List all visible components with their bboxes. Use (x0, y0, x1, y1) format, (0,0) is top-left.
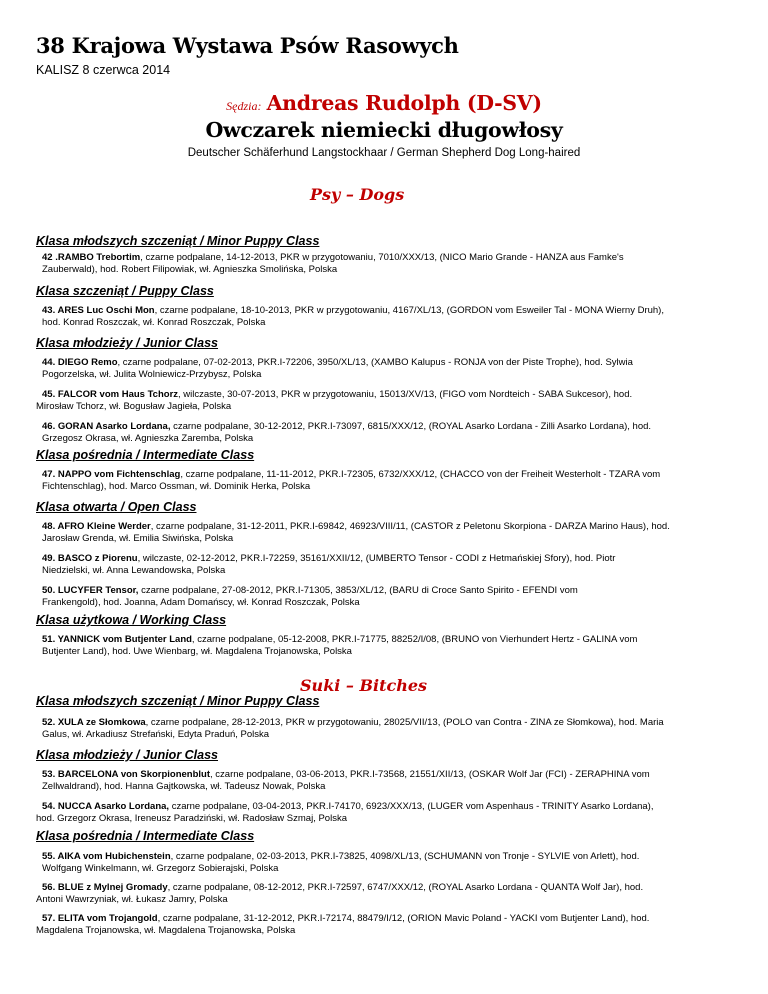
entry-46 (36, 421, 736, 445)
breed-title: Owczarek niemiecki długowłosy (205, 118, 563, 142)
entry-54 (36, 801, 736, 825)
class-heading: Klasa młodzieży / Junior Class (36, 748, 219, 762)
judge-line (0, 91, 768, 115)
entry-line: 56. BLUE z Mylnej Gromady, czarne podpalane, 08-12-2012, PKR.I-72597, 6747/XXX/12, (ROYAL Asarko Lordana - QUANTA Wolf Jar), hod. (42, 882, 644, 893)
dog-name: 45. FALCOR vom Haus Tchorz (42, 389, 179, 400)
entry-line: Butjenter Land), hod. Uwe Wienbarg, wł. Magdalena Trojanowska, Polska (42, 646, 352, 657)
entry-line: Antoni Wawrzyniak, wł. Łukasz Jamry, Polska (36, 894, 228, 905)
entry-line: hod. Grzegorz Okrasa, Ireneusz Paradziński, wł. Radosław Szmaj, Polska (36, 813, 347, 824)
entry-line: Fichtenschlag), hod. Marco Ossman, wł. Dominik Herka, Polska (42, 481, 311, 492)
dog-name: 52. XULA ze Słomkowa (42, 717, 146, 728)
entry-line: 53. BARCELONA von Skorpionenblut, czarne podpalane, 03-06-2013, PKR.I-73568, 21551/XII/13, (OSKAR Wolf Jar (FCI) - ZERAPHINA vom (42, 769, 650, 780)
entry-56 (36, 882, 736, 906)
dog-name: 48. AFRO Kleine Werder (42, 521, 151, 532)
dog-name: 50. LUCYFER Tensor, (42, 585, 139, 596)
entry-line: 57. ELITA vom Trojangold, czarne podpalane, 31-12-2012, PKR.I-72174, 88479/I/12, (ORION Mavic Poland - YACKI vom Butjenter Land), hod. (42, 913, 650, 924)
entry-line: Zauberwald), hod. Robert Filipowiak, wł. Agnieszka Smolińska, Polska (42, 264, 338, 275)
entry-line: 42 .RAMBO Trebortim, czarne podpalane, 14-12-2013, PKR w przygotowaniu, 7010/XXX/13, (NICO Mario Grande - HANZA aus Famke's (42, 252, 624, 263)
class-heading: Klasa otwarta / Open Class (36, 500, 197, 514)
entry-line: hod. Konrad Roszczak, wł. Konrad Roszczak, Polska (42, 317, 266, 328)
judge-label: Sędzia: (226, 99, 262, 113)
entry-line: 55. AIKA vom Hubichenstein, czarne podpalane, 02-03-2013, PKR.I-73825, 4098/XL/13, (SCHUMANN von Tronje - SYLVIE von Arlett), hod. (42, 851, 640, 862)
entry-line: 48. AFRO Kleine Werder, czarne podpalane, 31-12-2011, PKR.I-69842, 46923/VIII/11, (CASTOR z Peletonu Skorpiona - DARZA Marino Haus), hod. (42, 521, 670, 532)
entry-47 (36, 469, 736, 493)
dog-name: 42 .RAMBO Trebortim (42, 252, 141, 263)
dog-name: 47. NAPPO vom Fichtenschlag (42, 469, 181, 480)
entry-line: Niedzielski, wł. Anna Lewandowska, Polska (42, 565, 226, 576)
entry-line: 47. NAPPO vom Fichtenschlag, czarne podpalane, 11-11-2012, PKR.I-72305, 6732/XXX/12, (CHACCO von der Freiheit Westerholt - TZARA vom (42, 469, 661, 480)
entry-line: Mirosław Tchorz, wł. Bogusław Jagieła, Polska (36, 401, 232, 412)
entry-line: 52. XULA ze Słomkowa, czarne podpalane, 28-12-2013, PKR w przygotowaniu, 28025/VII/13, (POLO van Contra - ZINA ze Słomkowa), hod. Maria (42, 717, 664, 728)
entry-line: Magdalena Trojanowska, wł. Magdalena Trojanowska, Polska (36, 925, 296, 936)
entry-53 (36, 769, 736, 793)
class-heading: Klasa młodzieży / Junior Class (36, 336, 219, 350)
class-heading: Klasa pośrednia / Intermediate Class (36, 448, 255, 462)
event-location-date: KALISZ 8 czerwca 2014 (36, 63, 171, 77)
entry-57 (36, 913, 736, 937)
class-heading: Klasa młodszych szczeniąt / Minor Puppy Class (36, 694, 320, 708)
entry-52 (36, 717, 736, 741)
class-heading: Klasa użytkowa / Working Class (36, 613, 227, 627)
entry-44 (36, 357, 736, 381)
entry-line: Wolfgang Winkelmann, wł. Grzegorz Sobierajski, Polska (42, 863, 279, 874)
class-heading: Klasa szczeniąt / Puppy Class (36, 284, 214, 298)
entry-line: Galus, wł. Arkadiusz Strefański, Edyta Praduń, Polska (42, 729, 270, 740)
entry-line: Frankengold), hod. Joanna, Adam Domańscy, wł. Konrad Roszczak, Polska (42, 597, 360, 608)
page-title: 38 Krajowa Wystawa Psów Rasowych (36, 33, 459, 58)
entry-line: Zellwaldrand), hod. Hanna Gajtkowska, wł. Tadeusz Nowak, Polska (42, 781, 326, 792)
class-heading: Klasa pośrednia / Intermediate Class (36, 829, 255, 843)
entry-line: Grzegosz Okrasa, wł. Agnieszka Zaremba, Polska (42, 433, 254, 444)
dog-name: 57. ELITA vom Trojangold (42, 913, 158, 924)
entry-42 (36, 252, 736, 276)
entry-48 (36, 521, 736, 545)
entry-line: 50. LUCYFER Tensor, czarne podpalane, 27-08-2012, PKR.I-71305, 3853/XL/12, (BARU di Croce Santo Spirito - EFENDI vom (42, 585, 578, 596)
entry-line: Jarosław Grenda, wł. Emilia Siwińska, Polska (42, 533, 234, 544)
dog-name: 54. NUCCA Asarko Lordana, (42, 801, 170, 812)
entry-55 (36, 851, 736, 875)
dog-name: 43. ARES Luc Oschi Mon (42, 305, 155, 316)
entry-line: 54. NUCCA Asarko Lordana, czarne podpalane, 03-04-2013, PKR.I-74170, 6923/XXX/13, (LUGER vom Aspenhaus - TRINITY Asarko Lordana), (42, 801, 654, 812)
class-heading: Klasa młodszych szczeniąt / Minor Puppy Class (36, 234, 320, 248)
dog-name: 55. AIKA vom Hubichenstein (42, 851, 171, 862)
entry-51 (36, 634, 736, 658)
entry-line: Pogorzelska, wł. Julita Wolniewicz-Przybysz, Polska (42, 369, 262, 380)
dog-name: 53. BARCELONA von Skorpionenblut (42, 769, 211, 780)
entry-line: 43. ARES Luc Oschi Mon, czarne podpalane, 18-10-2013, PKR w przygotowaniu, 4167/XL/13, (GORDON vom Esweiler Tal - MONA Wierny Druh), (42, 305, 664, 316)
dog-name: 46. GORAN Asarko Lordana, (42, 421, 171, 432)
entry-line: 46. GORAN Asarko Lordana, czarne podpalane, 30-12-2012, PKR.I-73097, 6815/XXX/12, (ROYAL Asarko Lordana - Zilli Asarko Lordana), hod. (42, 421, 652, 432)
entry-49 (36, 553, 736, 577)
entry-50 (36, 585, 736, 609)
dog-name: 56. BLUE z Mylnej Gromady (42, 882, 168, 893)
entry-line: 45. FALCOR vom Haus Tchorz, wilczaste, 30-07-2013, PKR w przygotowaniu, 15013/XV/13, (FIGO vom Nordteich - SABA Sukcesor), hod. (42, 389, 633, 400)
bitches-section-title: Suki – Bitches (300, 676, 428, 695)
dogs-section-title: Psy – Dogs (310, 185, 405, 204)
breed-subtitle: Deutscher Schäferhund Langstockhaar / German Shepherd Dog Long-haired (187, 147, 581, 159)
entry-line: 51. YANNICK vom Butjenter Land, czarne podpalane, 05-12-2008, PKR.I-71775, 88252/I/08, (BRUNO von Vierhundert Hertz - GALINA vom (42, 634, 638, 645)
entry-45 (36, 389, 736, 413)
entry-line: 44. DIEGO Remo, czarne podpalane, 07-02-2013, PKR.I-72206, 3950/XL/13, (XAMBO Kalupus - RONJA von der Piste Trophe), hod. Sylwia (42, 357, 633, 368)
dog-name: 49. BASCO z Piorenu (42, 553, 138, 564)
entry-43 (36, 305, 736, 329)
entry-line: 49. BASCO z Piorenu, wilczaste, 02-12-2012, PKR.I-72259, 35161/XXII/12, (UMBERTO Tensor - CODI z Hetmańskiej Sfory), hod. Piotr (42, 553, 616, 564)
judge-name: Andreas Rudolph (D-SV) (266, 91, 542, 115)
dog-name: 44. DIEGO Remo (42, 357, 118, 368)
dog-name: 51. YANNICK vom Butjenter Land (42, 634, 192, 645)
